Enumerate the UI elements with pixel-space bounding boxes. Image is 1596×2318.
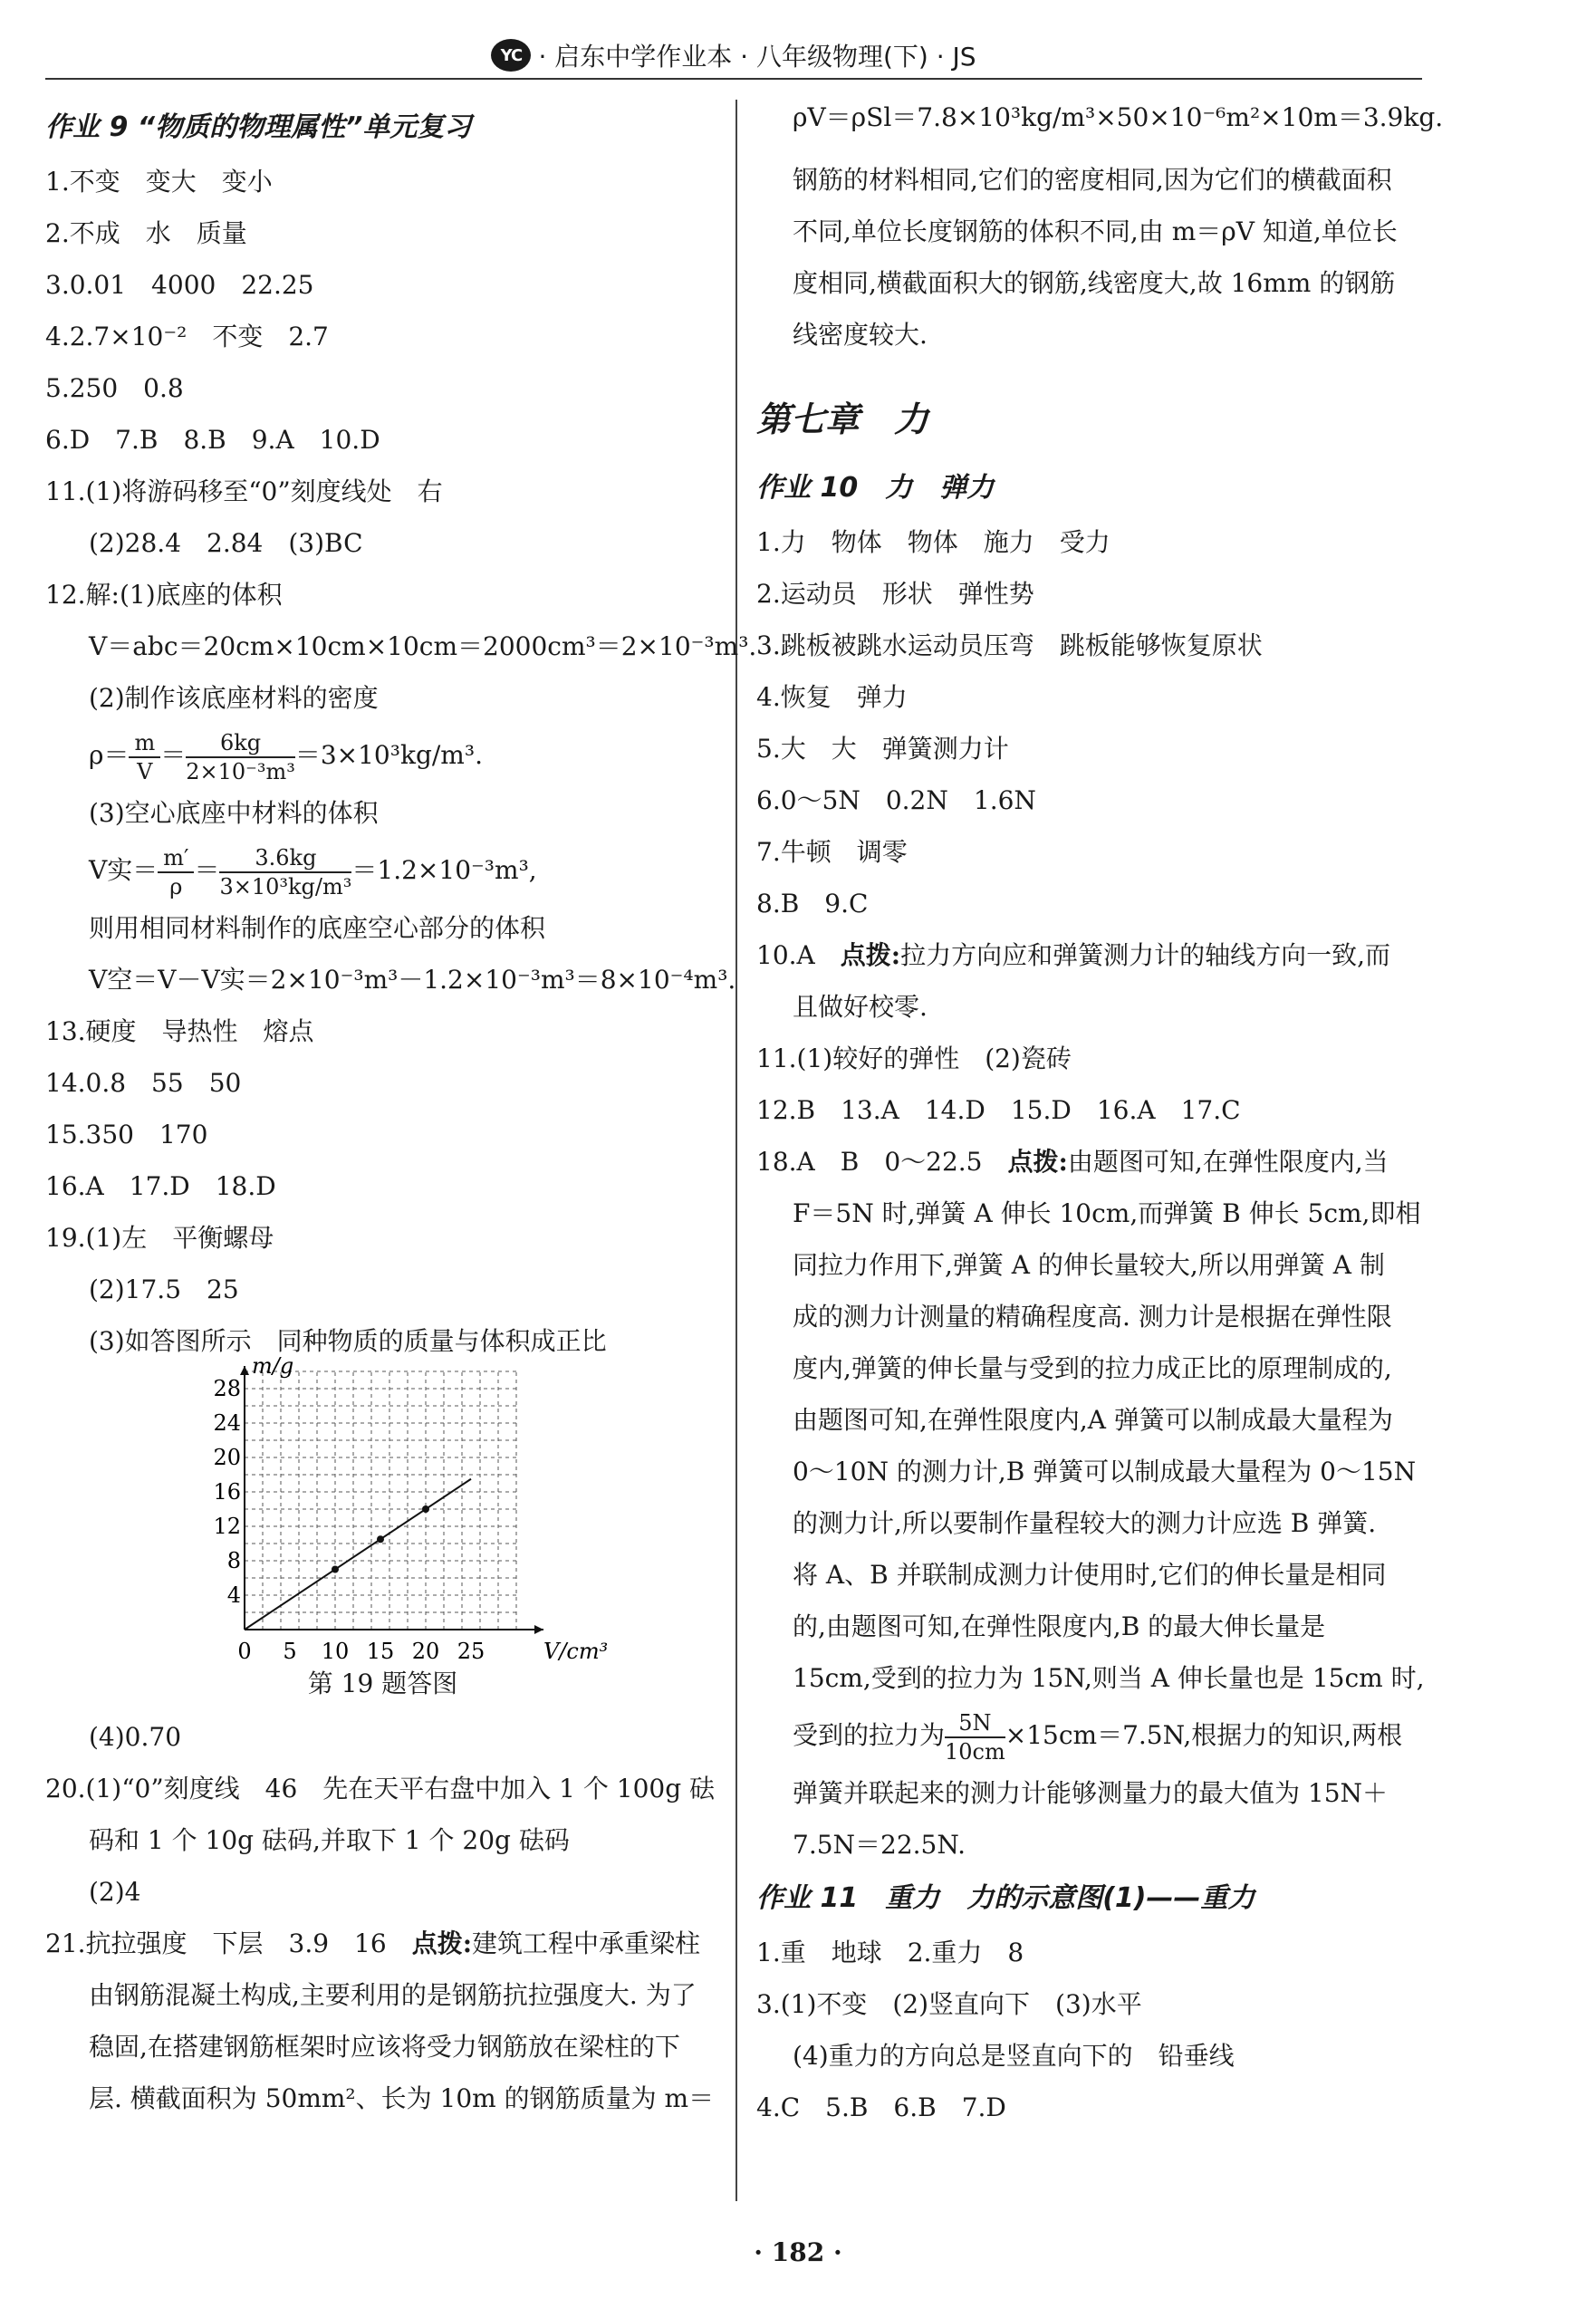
answer-line: (3)如答图所示 同种物质的质量与体积成正比: [89, 1326, 607, 1356]
y-tick-label: 20: [213, 1445, 241, 1470]
answer-line: 线密度较大.: [793, 320, 928, 350]
answer-line: 不同,单位长度钢筋的体积不同,由 m＝ρV 知道,单位长: [793, 216, 1398, 246]
answer-line: 4.C 5.B 6.B 7.D: [756, 2092, 1006, 2122]
answer-line: ρV＝ρSl＝7.8×10³kg/m³×50×10⁻⁶m²×10m＝3.9kg.: [793, 102, 1444, 132]
left-column: [45, 100, 757, 2124]
answer-line: 4.恢复 弹力: [756, 682, 908, 712]
answer-line: 3.(1)不变 (2)竖直向下 (3)水平: [756, 1989, 1142, 2019]
answer-line: 2.运动员 形状 弹性势: [756, 579, 1034, 609]
y-tick-label: 28: [213, 1376, 241, 1401]
answer-line: (2)4: [89, 1877, 141, 1907]
x-tick-label: 10: [321, 1639, 350, 1664]
answer-line: (2)17.5 25: [89, 1274, 239, 1304]
answer-line: 同拉力作用下,弹簧 A 的伸长量较大,所以用弹簧 A 制: [793, 1250, 1385, 1280]
answer-line: 6.D 7.B 8.B 9.A 10.D: [45, 425, 380, 455]
answer-line: 成的测力计测量的精确程度高. 测力计是根据在弹性限: [793, 1302, 1392, 1332]
answer-line: (2)制作该底座材料的密度: [89, 683, 379, 713]
column-divider: [736, 100, 737, 2201]
answer-line: 1.不变 变大 变小: [45, 167, 273, 197]
answer-line: (4)0.70: [89, 1722, 182, 1752]
x-axis-label: V/cm³: [543, 1639, 609, 1664]
volume-formula: V实＝ $\frac{m'}{\rho}$ ＝ $\frac{3.6kg}{\text{3×10³kg/m³}}$ ＝1.2×10⁻³m³,: [89, 844, 537, 899]
answer-line: 8.B 9.C: [756, 889, 869, 919]
x-tick-label: 25: [457, 1639, 486, 1664]
page-header: [45, 33, 1422, 80]
answer-line: 7.5N＝22.5N.: [793, 1830, 966, 1860]
x-tick-label: 5: [283, 1639, 297, 1664]
answer-line: 钢筋的材料相同,它们的密度相同,因为它们的横截面积: [793, 165, 1392, 195]
x-tick-label: 20: [411, 1639, 440, 1664]
answer-line: 15cm,受到的拉力为 15N,则当 A 伸长量也是 15cm 时,: [793, 1663, 1425, 1693]
y-axis-arrow: [240, 1366, 249, 1375]
y-axis-label: m/g: [252, 1353, 294, 1379]
answer-line: 11.(1)将游码移至“0”刻度线处 右: [45, 476, 443, 506]
section-title-11: 作业 11 重力 力的示意图(1)——重力: [756, 1882, 1255, 1914]
answer-line: 弹簧并联起来的测力计能够测量力的最大值为 15N＋: [793, 1778, 1389, 1808]
book-title: · 启东中学作业本 · 八年级物理(下) · JS: [538, 42, 976, 72]
answer-line: 7.牛顿 调零: [756, 837, 908, 867]
answer-line: (2)28.4 2.84 (3)BC: [89, 528, 363, 558]
section-title-10: 作业 10 力 弹力: [756, 472, 995, 504]
answer-line: 15.350 170: [45, 1120, 208, 1149]
force-fraction-line: 受到的拉力为 $\frac{5N}{10cm}$ ×15cm＝7.5N,根据力的知识,两根: [793, 1709, 1403, 1765]
answer-line: 2.不成 水 质量: [45, 218, 247, 248]
right-column: [756, 100, 1445, 2133]
answer-line: 10.A 点拨:拉力方向应和弹簧测力计的轴线方向一致,而: [756, 940, 1391, 970]
answer-line: 11.(1)较好的弹性 (2)瓷砖: [756, 1044, 1072, 1073]
data-point: [332, 1566, 339, 1573]
answer-line: 的,由题图可知,在弹性限度内,B 的最大伸长量是: [793, 1611, 1326, 1641]
answer-line: 层. 横截面积为 50mm²、长为 10m 的钢筋质量为 m＝: [89, 2083, 715, 2113]
answer-line: 3.0.01 4000 22.25: [45, 270, 314, 300]
mass-volume-graph: [45, 1353, 720, 1747]
answer-line: 稳固,在搭建钢筋框架时应该将受力钢筋放在梁柱的下: [89, 2032, 680, 2062]
answer-line: 1.力 物体 物体 施力 受力: [756, 527, 1110, 557]
answer-line: 14.0.8 55 50: [45, 1068, 242, 1098]
graph-svg: [199, 1353, 609, 1664]
x-tick-label: 0: [237, 1639, 252, 1664]
answer-line: 18.A B 0～22.5 点拨:由题图可知,在弹性限度内,当: [756, 1147, 1389, 1177]
page-number: · 182 ·: [754, 2237, 842, 2267]
answer-line: 12.B 13.A 14.D 15.D 16.A 17.C: [756, 1095, 1241, 1125]
fit-line: [245, 1479, 471, 1630]
answer-line: 5.大 大 弹簧测力计: [756, 734, 1009, 764]
answer-line: 20.(1)“0”刻度线 46 先在天平右盘中加入 1 个 100g 砝: [45, 1774, 716, 1803]
answer-line: 码和 1 个 10g 砝码,并取下 1 个 20g 砝码: [89, 1825, 570, 1855]
answer-line: 0～10N 的测力计,B 弹簧可以制成最大量程为 0～15N: [793, 1457, 1417, 1486]
answer-line: 由钢筋混凝土构成,主要利用的是钢筋抗拉强度大. 为了: [89, 1980, 697, 2010]
answer-line: 的测力计,所以要制作量程较大的测力计应选 B 弹簧.: [793, 1508, 1377, 1538]
answer-line: 3.跳板被跳水运动员压弯 跳板能够恢复原状: [756, 630, 1263, 660]
section-title-9: 作业 9 “物质的物理属性”单元复习: [45, 111, 472, 143]
y-tick-label: 24: [213, 1410, 241, 1436]
publisher-logo: YC: [491, 39, 531, 72]
answer-line: 且做好校零.: [793, 992, 928, 1022]
graph-caption: 第 19 题答图: [307, 1669, 458, 1698]
answer-line: 19.(1)左 平衡螺母: [45, 1223, 274, 1253]
answer-line: 6.0～5N 0.2N 1.6N: [756, 785, 1036, 815]
answer-line: 21.抗拉强度 下层 3.9 16 点拨:建筑工程中承重梁柱: [45, 1928, 701, 1958]
y-tick-label: 8: [226, 1548, 241, 1573]
answer-line: (4)重力的方向总是竖直向下的 铅垂线: [793, 2041, 1235, 2071]
answer-line: 由题图可知,在弹性限度内,A 弹簧可以制成最大量程为: [793, 1405, 1393, 1435]
answer-line: 12.解:(1)底座的体积: [45, 580, 283, 610]
answer-line: V＝abc＝20cm×10cm×10cm＝2000cm³＝2×10⁻³m³.: [89, 631, 757, 661]
x-tick-label: 15: [366, 1639, 395, 1664]
data-point: [422, 1505, 429, 1513]
answer-line: 度内,弹簧的伸长量与受到的拉力成正比的原理制成的,: [793, 1353, 1392, 1383]
answer-line: 度相同,横截面积大的钢筋,线密度大,故 16mm 的钢筋: [793, 268, 1396, 298]
answer-line: (3)空心底座中材料的体积: [89, 798, 379, 828]
y-tick-label: 16: [213, 1479, 241, 1505]
answer-line: V空＝V－V实＝2×10⁻³m³－1.2×10⁻³m³＝8×10⁻⁴m³.: [89, 965, 736, 995]
answer-line: 4.2.7×10⁻² 不变 2.7: [45, 322, 329, 351]
answer-line: F＝5N 时,弹簧 A 伸长 10cm,而弹簧 B 伸长 5cm,即相: [793, 1198, 1421, 1228]
chapter-title: 第七章 力: [756, 399, 929, 439]
answer-line: 13.硬度 导热性 熔点: [45, 1016, 314, 1046]
answer-line: 16.A 17.D 18.D: [45, 1171, 276, 1201]
density-formula: ρ＝ $\frac{m}{V}$ ＝ $\frac{6kg}{\text{2×10⁻³m³}}$ ＝3×10³kg/m³.: [89, 729, 483, 784]
y-tick-label: 12: [213, 1514, 241, 1539]
answer-line: 将 A、B 并联制成测力计使用时,它们的伸长量是相同: [793, 1560, 1387, 1590]
answer-line: 1.重 地球 2.重力 8: [756, 1938, 1024, 1967]
answer-line: 5.250 0.8: [45, 373, 184, 403]
x-axis-arrow: [534, 1625, 543, 1634]
y-tick-label: 4: [226, 1582, 241, 1608]
answer-line: 则用相同材料制作的底座空心部分的体积: [89, 913, 546, 943]
data-point: [377, 1535, 384, 1543]
